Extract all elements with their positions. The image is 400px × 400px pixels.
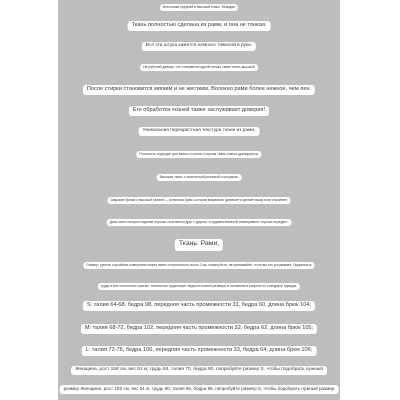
text-line-processing: Его обработка тканей также заслуживает доверия!: [129, 106, 269, 116]
text-line-texture: Уникальная перекрестная текстура ткани из рами,: [139, 127, 260, 136]
text-line-size-note-2: груди и все полностью сжатые, полностью существует недостаточные размеры в основном в разрезе по стандарту одежды.: [98, 283, 300, 290]
text-line-material: Ткань: Рами,: [175, 239, 223, 251]
text-line-size-note: Размер: ручное случайное измерение может иметь погрешность около 2 см, пожалуйста, не принимайте, если вы это устраивает. Окружность: [83, 262, 314, 269]
size-row-l: L: талия 72-76, бедра 106, передняя часть промежности 33, бедра 64, длина брюк 106;: [82, 346, 317, 356]
text-line-worker: На рабочей девице, что становится одной только такие очень высокой: [140, 64, 258, 71]
text-line-fabric: Ткань полностью сделана из рами, и она не тонкая.: [128, 21, 271, 31]
text-line-weight: Вся эта штука кажется немного тяжелой в руке.: [142, 42, 256, 51]
text-line-wide-trousers: Широкие брюки с высокой талией — отличная брюк, которая визуально удлиняет и делает вашу ноги стройнее!: [108, 197, 291, 204]
model-line-2: размер Женщина, рост 165 см, вес 61 кг, грудь 80, талия 66, бедра 96, попробуйте размер S, чтобы подобрать нужный размер: [60, 385, 339, 394]
model-line-1: Женщина, рост 158 см, вес 51 кг, грудь 84, талия 70, бедра 90, попробуйте размер S, чтобы подобрать нужный: [71, 366, 327, 375]
text-line-density: Плотность подходит для весны и осени, в целом ткань слегка драпируется.: [136, 151, 261, 158]
size-row-m: M: талия 68-72, бедра 102, передняя часть промежности 32, бедра 62, длина брюк 105;: [81, 324, 317, 334]
text-line-washing: После стирки становится мягким и не жестким. Волокно рами более нежное, чем лен.: [83, 85, 315, 95]
product-description-panel: [58, 0, 340, 400]
text-line-source: Источники средней и высокой класс, Южидан: [160, 4, 238, 11]
text-line-waistband: Высокая ткань с эластичной резинкой и шнурком.: [157, 174, 242, 181]
text-line-style: Дань шить которое изделие хорошо сочетается друг с другом, и художественный темперамент хорошо передан~: [107, 219, 292, 226]
size-row-s: S: талия 64-68, бедра 98, передняя часть промежности 31, бедра 60, длина брюк 104;: [83, 301, 315, 311]
